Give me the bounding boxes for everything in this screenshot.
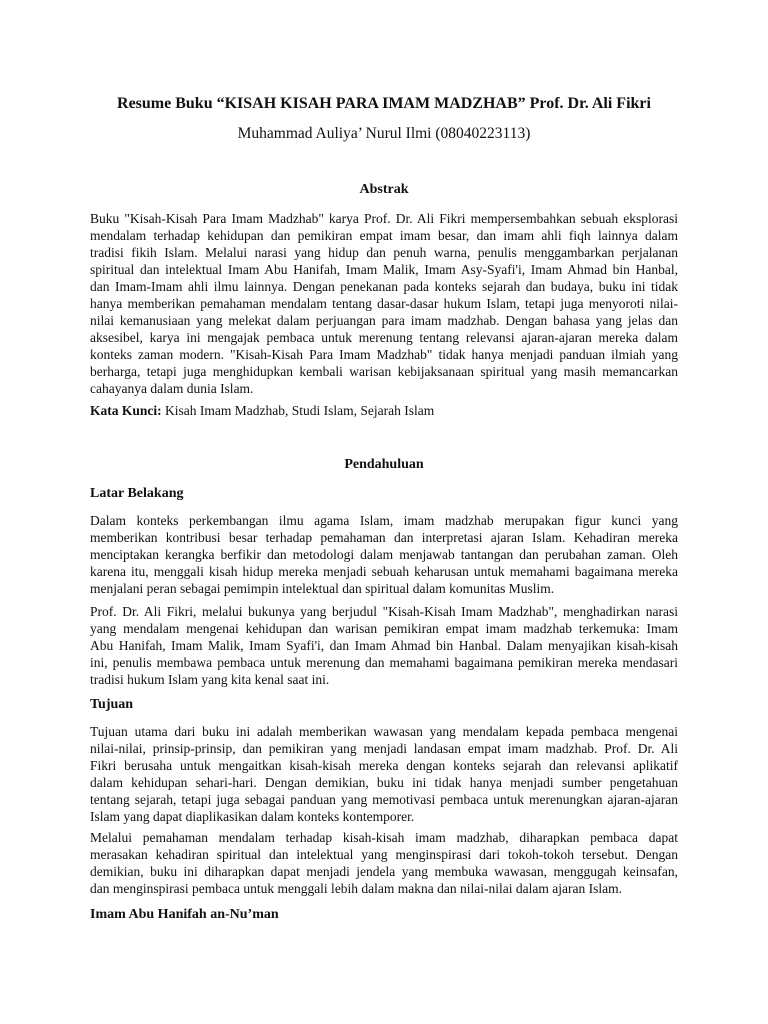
keywords-label: Kata Kunci: [90, 403, 162, 418]
paragraph-line: nilai kemanusiaan yang melekat dalam perjuangan para imam madzhab. Dengan bahasa yang jelas dan [90, 313, 678, 328]
paragraph-line: tradisi hukum Islam yang kita kenal saat ini. [90, 672, 330, 687]
paragraph-line: hanya memberikan pemahaman mendalam tentang dasar-dasar hukum Islam, tetapi juga menyoroti nilai- [90, 296, 678, 311]
paragraph-line: demikian, buku ini diharapkan dapat menjadi jendela yang membuka wawasan, menggugah keinsafan, [90, 864, 678, 879]
purpose-paragraph-1 [90, 723, 678, 825]
paragraph-line: cahayanya dalam dunia Islam. [90, 381, 254, 396]
paragraph-line: tentang sejarah, tetapi juga sebagai panduan yang memotivasi pembaca untuk merenungkan ajaran-ajaran [90, 792, 678, 807]
paragraph-line: ini, penulis membawa pembaca untuk merenung dan memahami bagaimana pemikiran mereka mendasari [90, 655, 678, 670]
purpose-heading: Tujuan [90, 697, 134, 712]
paragraph-line: nilai-nilai, prinsip-prinsip, dan pemikiran yang menjadi landasan empat imam madzhab. Prof. Dr. Ali [90, 741, 678, 756]
abu-hanifah-heading: Imam Abu Hanifah an-Nu’man [90, 907, 279, 922]
paragraph-line: Prof. Dr. Ali Fikri, melalui bukunya yang berjudul "Kisah-Kisah Imam Madzhab", menghadirkan narasi [90, 604, 678, 619]
paragraph-line: Islam yang dapat diaplikasikan dalam konteks kontemporer. [90, 809, 415, 824]
paragraph-line: Abu Hanifah, Imam Malik, Imam Syafi'i, dan Imam Ahmad bin Hanbal. Dalam menyajikan kisah-kisah [90, 638, 678, 653]
paragraph-line: menciptakan kerangka berfikir dan metodologi dalam menjawab tantangan dan perubahan zaman. Oleh [90, 547, 678, 562]
keywords-line [90, 402, 434, 419]
paragraph-line: merasakan kehadiran spiritual dan intelektual yang menginspirasi dari tokoh-tokoh tersebut. Dengan [90, 847, 678, 862]
paragraph-line: Melalui pemahaman mendalam terhadap kisah-kisah imam madzhab, diharapkan pembaca dapat [90, 830, 678, 845]
background-paragraph-1 [90, 512, 678, 597]
paragraph-line: dan menginspirasi pembaca untuk menggali lebih dalam makna dan nilai-nilai dalam ajaran Islam. [90, 881, 622, 896]
document-title: Resume Buku “KISAH KISAH PARA IMAM MADZHAB” Prof. Dr. Ali Fikri [117, 95, 651, 112]
paragraph-line: aksesibel, karya ini mengajak pembaca untuk merenung tentang relevansi ajaran-ajaran mereka dalam [90, 330, 678, 345]
keywords-text: Kisah Imam Madzhab, Studi Islam, Sejarah Islam [161, 403, 435, 418]
abstract-paragraph [90, 210, 678, 397]
paragraph-line: tradisi fikih Islam. Melalui narasi yang hidup dan penuh warna, penulis menggambarkan perjalanan [90, 245, 678, 260]
paragraph-line: dalam kehidupan sehari-hari. Dengan demikian, buku ini tidak hanya menjadi sumber pengetahuan [90, 775, 678, 790]
paragraph-line: karena itu, menggali kisah hidup mereka menjadi sebuah keharusan untuk memahami bagaimana mereka [90, 564, 678, 579]
author-line: Muhammad Auliya’ Nurul Ilmi (08040223113) [237, 125, 531, 142]
paragraph-line: berharga, tetapi juga menghidupkan kembali warisan kebijaksanaan spiritual yang masih memancarkan [90, 364, 678, 379]
paragraph-line: Buku "Kisah-Kisah Para Imam Madzhab" karya Prof. Dr. Ali Fikri mempersembahkan sebuah eksplorasi [90, 211, 678, 226]
purpose-paragraph-2 [90, 829, 678, 897]
paragraph-line: menjalani peran sebagai pemimpin intelektual dan spiritual dalam komunitas Muslim. [90, 581, 555, 596]
paragraph-line: mendalam terhadap kehidupan dan pemikiran empat imam besar, dan imam ahli fiqh lainnya dalam [90, 228, 678, 243]
background-heading: Latar Belakang [90, 486, 184, 501]
paragraph-line: spiritual dan intelektual Imam Abu Hanifah, Imam Malik, Imam Asy-Syafi'i, Imam Ahmad bin Hanbal, [90, 262, 678, 277]
paragraph-line: Dalam konteks perkembangan ilmu agama Islam, imam madzhab merupakan figur kunci yang [90, 513, 678, 528]
paragraph-line: dan Imam-Imam ahli ilmu lainnya. Dengan penekanan pada konteks sejarah dan budaya, buku ini tidak [90, 279, 678, 294]
paragraph-line: Tujuan utama dari buku ini adalah memberikan wawasan yang mendalam kepada pembaca mengenai [90, 724, 678, 739]
paragraph-line: konteks zaman modern. "Kisah-Kisah Para Imam Madzhab" tidak hanya menjadi panduan ilmiah yang [90, 347, 678, 362]
paragraph-line: memberikan kontribusi besar terhadap pemahaman dan interpretasi ajaran Islam. Kehadiran mereka [90, 530, 678, 545]
abstract-heading: Abstrak [359, 182, 409, 197]
introduction-heading: Pendahuluan [344, 457, 424, 472]
paragraph-line: yang mendalam mengenai kehidupan dan warisan pemikiran empat imam madzhab terkemuka: Imam [90, 621, 678, 636]
paragraph-line: Fikri berusaha untuk mengaitkan kisah-kisah mereka dengan konteks sejarah dan relevansi aplikatif [90, 758, 678, 773]
background-paragraph-2 [90, 603, 678, 688]
document-page [90, 0, 678, 1024]
